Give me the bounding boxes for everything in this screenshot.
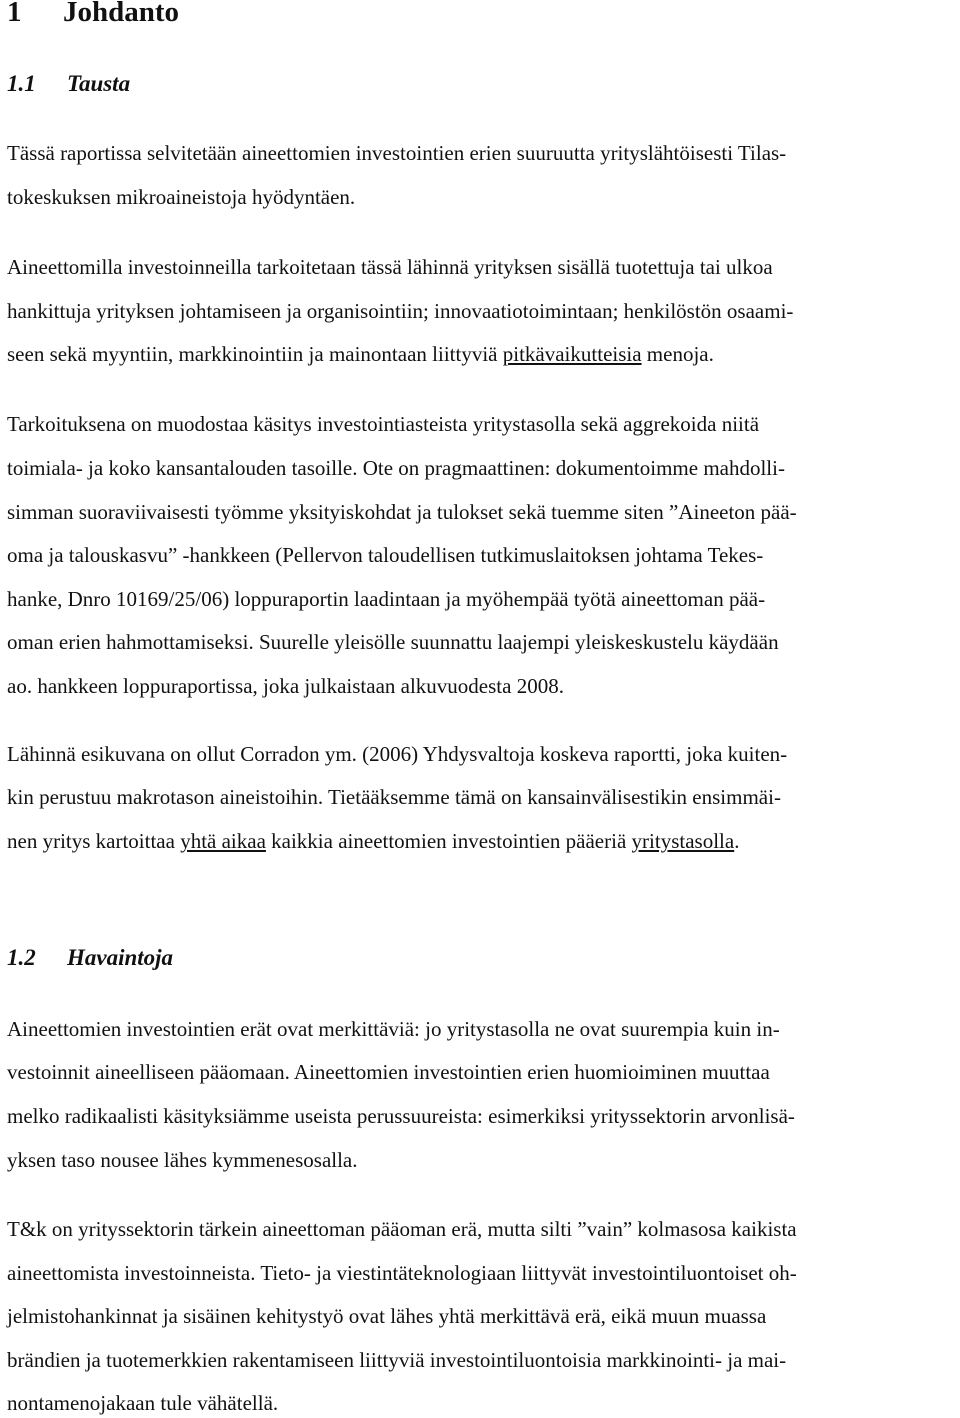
paragraph-line: Aineettomien investointien erät ovat merkittäviä: jo yritystasolla ne ovat suurempia kuin in-	[7, 1017, 780, 1041]
section-number: 1.1	[7, 71, 36, 96]
text-run: kaikkia aineettomien investointien pääeriä	[265, 829, 632, 853]
text-run: seen sekä myyntiin, markkinointiin ja mainontaan liittyviä	[7, 342, 503, 366]
paragraph-line: T&k on yrityssektorin tärkein aineettoman pääoman erä, mutta silti ”vain” kolmasosa kaikista	[7, 1217, 797, 1241]
paragraph-line: yksen taso nousee lähes kymmenesosalla.	[7, 1148, 358, 1172]
paragraph-line: toimiala- ja koko kansantalouden tasoille. Ote on pragmaattinen: dokumentoimme mahdolli-	[7, 456, 785, 480]
paragraph-line	[7, 827, 739, 855]
paragraph-line: nontamenojakaan tule vähätellä.	[7, 1391, 279, 1415]
paragraph-line: tokeskuksen mikroaineistoja hyödyntäen.	[7, 185, 356, 209]
section-heading-havaintoja	[7, 943, 173, 973]
paragraph-line: hanke, Dnro 10169/25/06) loppuraportin laadintaan ja myöhempää työtä aineettoman pää-	[7, 587, 766, 611]
paragraph-line: hankittuja yrityksen johtamiseen ja organisointiin; innovaatiotoimintaan; henkilöstön osaami-	[7, 299, 794, 323]
section-number: 1.2	[7, 945, 36, 970]
text-run: nen yritys kartoittaa	[7, 829, 181, 853]
underlined-term: pitkävaikutteisia	[502, 342, 642, 366]
chapter-title: Johdanto	[63, 0, 180, 28]
paragraph-line: aineettomista investoinneista. Tieto- ja viestintäteknologiaan liittyvät investointiluontoiset oh-	[7, 1261, 797, 1285]
paragraph-line: simman suoraviivaisesti työmme yksityiskohdat ja tulokset sekä tuemme siten ”Aineeton pää-	[7, 500, 797, 524]
underlined-term: yhtä aikaa	[180, 829, 266, 853]
section-heading-tausta	[7, 69, 130, 99]
text-run: menoja.	[641, 342, 714, 366]
underlined-term: yritystasolla	[631, 829, 735, 853]
text-run: .	[734, 829, 740, 853]
section-title: Havaintoja	[67, 945, 174, 970]
chapter-number: 1	[7, 0, 22, 28]
paragraph-line: oma ja talouskasvu” -hankkeen (Pellervon taloudellisen tutkimuslaitoksen johtama Tekes-	[7, 543, 764, 567]
paragraph-line	[7, 340, 714, 368]
paragraph-line: Aineettomilla investoinneilla tarkoitetaan tässä lähinnä yrityksen sisällä tuotettuja tai ulkoa	[7, 255, 773, 279]
chapter-heading	[7, 0, 179, 32]
paragraph-line: brändien ja tuotemerkkien rakentamiseen liittyviä investointiluontoisia markkinointi- ja mai-	[7, 1348, 787, 1372]
paragraph-line: vestoinnit aineelliseen pääomaan. Aineettomien investointien erien huomioiminen muuttaa	[7, 1060, 770, 1084]
paragraph-line: melko radikaalisti käsityksiämme useista perussuureista: esimerkiksi yrityssektorin arvonlisä-	[7, 1104, 795, 1128]
paragraph-line: jelmistohankinnat ja sisäinen kehitystyö ovat lähes yhtä merkittävä erä, eikä muun muassa	[7, 1304, 767, 1328]
paragraph-line: oman erien hahmottamiseksi. Suurelle yleisölle suunnattu laajempi yleiskeskustelu käydään	[7, 630, 779, 654]
paragraph-line: Tässä raportissa selvitetään aineettomien investointien erien suuruutta yrityslähtöisesti Tilas-	[7, 141, 787, 165]
paragraph-line: Lähinnä esikuvana on ollut Corradon ym. (2006) Yhdysvaltoja koskeva raportti, joka kuiten-	[7, 742, 788, 766]
paragraph-line: ao. hankkeen loppuraportissa, joka julkaistaan alkuvuodesta 2008.	[7, 674, 564, 698]
paragraph-line: Tarkoituksena on muodostaa käsitys investointiasteista yritystasolla sekä aggrekoida niitä	[7, 412, 760, 436]
paragraph-line: kin perustuu makrotason aineistoihin. Tietääksemme tämä on kansainvälisestikin ensimmäi-	[7, 785, 781, 809]
section-title: Tausta	[67, 71, 131, 96]
